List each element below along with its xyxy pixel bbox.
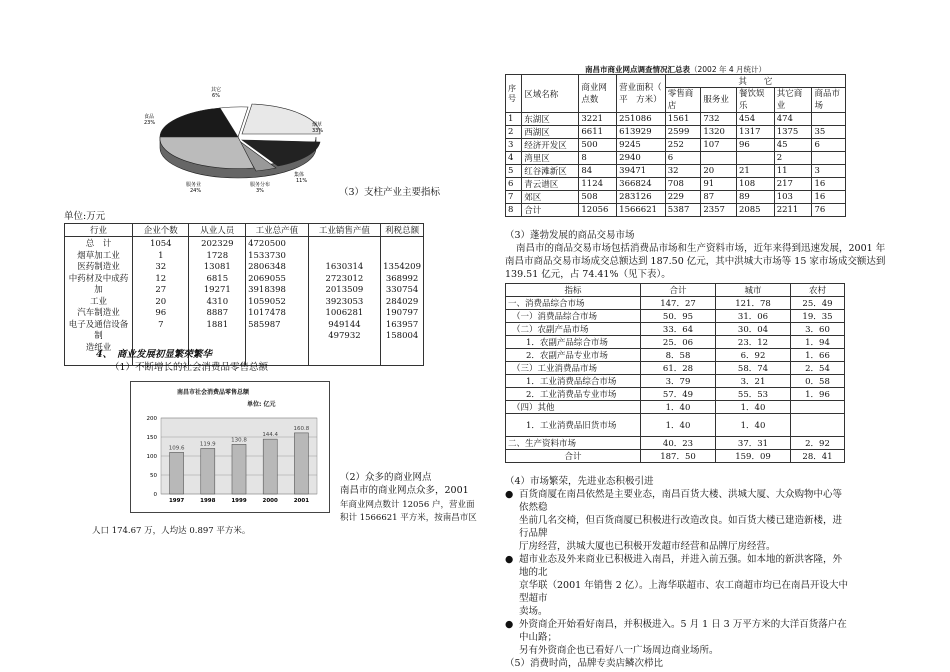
table-cell: 4: [506, 152, 522, 165]
industry-staff: [189, 237, 246, 366]
table-cell: 107: [701, 139, 737, 152]
table-row: [506, 336, 845, 349]
survey-title-text: 南昌市商业网点调查情况汇总表: [585, 65, 690, 74]
table-header: 其它商业: [774, 88, 812, 113]
table-cell: 9245: [617, 139, 666, 152]
table-cell: 1: [158, 250, 164, 261]
table-cell: 1533730: [248, 250, 286, 261]
table-cell: 2．54: [791, 362, 845, 375]
x-tick-label: 1998: [200, 498, 216, 504]
table-cell: 5387: [665, 204, 701, 217]
table-cell: 58．74: [716, 362, 791, 375]
table-cell: 16: [812, 191, 846, 204]
table-row: [506, 310, 845, 323]
table-cell: 郊区: [522, 191, 579, 204]
bullet-text: 百货商厦在南昌依然是主要业态，南昌百货大楼、洪城大厦、大众购物中心等依然稳: [519, 489, 843, 513]
table-cell: 3923053: [325, 296, 364, 307]
table-header: 工业总产值: [246, 224, 309, 237]
table-cell: 5: [506, 165, 522, 178]
table-cell: 19271: [203, 285, 231, 295]
y-tick-label: 0: [153, 492, 157, 498]
table-cell: 2599: [665, 126, 701, 139]
table-cell: 87: [701, 191, 737, 204]
table-cell: 3918398: [248, 285, 286, 295]
table-cell: 1．工业消费品旧货市场: [506, 414, 641, 437]
market-line1: 南昌市的商品交易市场包括消费品市场和生产资料市场，近年来得到迅速发展，2001 年: [516, 243, 886, 254]
table-cell: （四）其他: [506, 401, 641, 414]
market-table: [505, 283, 845, 463]
table-cell: 45: [774, 139, 812, 152]
table-row: [506, 113, 846, 126]
industry-output: [246, 237, 309, 366]
bullet-text: 超市业态及外来商业已积极进入南昌，并进入前五强。如本地的新洪客隆，外地的北: [519, 554, 843, 578]
table-cell: 1124: [579, 178, 617, 191]
bar: [294, 433, 308, 494]
list-item: [505, 618, 850, 657]
table-cell: [701, 152, 737, 165]
bullets-heading: （4）市场繁荣，先进业态积极引进: [505, 476, 654, 487]
table-cell: [812, 152, 846, 165]
table-cell: 366824: [617, 178, 666, 191]
table-cell: 6: [812, 139, 846, 152]
y-tick-label: 50: [150, 473, 157, 479]
chart-title: 南昌市社会消费品零售总额: [177, 389, 250, 396]
table-cell: 1．40: [716, 401, 791, 414]
industry-sales: [308, 237, 380, 366]
pie-label: 11%: [296, 178, 308, 184]
table-cell: 147．27: [641, 297, 716, 310]
x-tick-label: 2000: [262, 498, 278, 504]
table-cell: （二）农副产品市场: [506, 323, 641, 336]
table-header: 利税总额: [381, 224, 424, 237]
table-cell: 187．50: [641, 450, 716, 463]
table-cell: 28．41: [791, 450, 845, 463]
table-cell: 474: [774, 113, 812, 126]
table-cell: 39471: [617, 165, 666, 178]
table-cell: 11: [774, 165, 812, 178]
table-cell: 57．49: [641, 388, 716, 401]
table-cell: 烟草加工业: [77, 250, 120, 261]
table-cell: 20: [155, 296, 167, 307]
bar-value-label: 130.8: [231, 437, 247, 444]
bar-value-label: 119.9: [199, 441, 216, 448]
industry-table: [64, 223, 424, 366]
table-cell: 医药制造业: [77, 262, 120, 272]
table-cell: 汽车制造业: [77, 308, 120, 318]
table-header: 工业销售产值: [308, 224, 380, 237]
table-cell: 1317: [736, 126, 774, 139]
chart-unit: 单位: 亿元: [247, 401, 276, 408]
section4-sub1: （1）不断增长的社会消费品零售总额: [110, 362, 269, 373]
table-cell: 163957: [385, 319, 419, 330]
x-tick-label: 1999: [231, 498, 247, 504]
table-cell: 湾里区: [522, 152, 579, 165]
table-cell: 6: [665, 152, 701, 165]
table-header: 合计: [641, 284, 716, 297]
table-header: 指标: [506, 284, 641, 297]
table-cell: 25．49: [791, 297, 845, 310]
table-cell: 12056: [579, 204, 617, 217]
list-item: [505, 488, 850, 553]
table-cell: 708: [665, 178, 701, 191]
table-row: [506, 437, 845, 450]
table-cell: 1: [506, 113, 522, 126]
table-row: [506, 401, 845, 414]
table-cell: 6．92: [716, 349, 791, 362]
table-cell: 1．40: [641, 401, 716, 414]
bar-value-label: 144.4: [262, 432, 279, 439]
table-cell: 2806348: [248, 262, 286, 272]
table-cell: 190797: [385, 308, 419, 318]
table-header: 其 它: [665, 75, 845, 88]
pie-label: 服务分布: [250, 182, 271, 188]
table-cell: 32: [155, 262, 167, 272]
table-row: [506, 414, 845, 437]
table-row: [506, 178, 846, 191]
table-cell: 91: [701, 178, 737, 191]
table-cell: 252: [665, 139, 701, 152]
table-cell: [736, 152, 774, 165]
table-cell: 东湖区: [522, 113, 579, 126]
table-cell: 7: [506, 191, 522, 204]
table-cell: 30．04: [716, 323, 791, 336]
table-cell: 3．79: [641, 375, 716, 388]
table-cell: [791, 401, 845, 414]
table-cell: 251086: [617, 113, 666, 126]
bar-value-label: 160.8: [293, 425, 310, 432]
bullet-text: 外资商企开始看好南昌，并积极进入。5 月 1 日 3 万平方米的大洋百货落户在中山路；: [519, 619, 847, 643]
outlets-line1: 南昌市的商业网点众多，2001: [340, 485, 469, 496]
table-cell: 20: [701, 165, 737, 178]
table-cell: 121．78: [716, 297, 791, 310]
table-cell: 8: [579, 152, 617, 165]
table-cell: 2013509: [325, 285, 364, 295]
list-item: [505, 553, 850, 618]
table-cell: 284029: [385, 296, 419, 307]
table-cell: 1630314: [325, 262, 364, 272]
table-cell: 2．农副产品专业市场: [506, 349, 641, 362]
table-cell: 23．12: [716, 336, 791, 349]
section4-heading: 4、 商业发展初显繁荣繁华: [96, 349, 212, 360]
industry-names: [65, 237, 133, 366]
table-cell: 6815: [206, 273, 229, 284]
table-cell: 35: [812, 126, 846, 139]
table-cell: 1566621: [617, 204, 666, 217]
table-cell: 1．40: [641, 414, 716, 437]
table-cell: 497932: [328, 331, 361, 341]
bar: [232, 444, 246, 494]
table-cell: 202329: [201, 239, 234, 249]
table-cell: 经济开发区: [522, 139, 579, 152]
table-row: [506, 297, 845, 310]
pie-label: 3%: [256, 188, 264, 192]
table-cell: [791, 414, 845, 437]
pie-label: 服务业: [186, 182, 202, 188]
table-cell: 8887: [206, 308, 229, 318]
market-heading: （3）蓬勃发展的商品交易市场: [505, 230, 635, 241]
table-cell: 1354209: [383, 262, 421, 272]
table-header: 农村: [791, 284, 845, 297]
table-cell: 84: [579, 165, 617, 178]
table-cell: 2: [774, 152, 812, 165]
table-cell: 27: [155, 285, 167, 295]
table-cell: 电子及通信设备制: [68, 319, 129, 341]
table-cell: 61．28: [641, 362, 716, 375]
table-cell: 25．06: [641, 336, 716, 349]
table-cell: 2357: [701, 204, 737, 217]
unit-label: 单位:万元: [64, 211, 106, 222]
table-cell: 585987: [248, 319, 281, 330]
bullet-icon: ●: [505, 489, 514, 500]
table-cell: 0．58: [791, 375, 845, 388]
y-tick-label: 150: [146, 435, 157, 441]
table-cell: 13081: [203, 262, 231, 272]
table-cell: （一）消费品综合市场: [506, 310, 641, 323]
table-cell: 红谷滩新区: [522, 165, 579, 178]
table-cell: 一、消费品综合市场: [506, 297, 641, 310]
table-cell: 1320: [701, 126, 737, 139]
table-cell: 1．94: [791, 336, 845, 349]
table-cell: 4720500: [248, 239, 286, 249]
table-cell: 2940: [617, 152, 666, 165]
market-line3: 139.51 亿元，占 74.41%（见下表）。: [505, 269, 671, 280]
table-cell: 19．35: [791, 310, 845, 323]
market-line2: 南昌市商品交易市场成交总额达到 187.50 亿元，其中洪城大市场等 15 家市场成交额达到: [505, 256, 886, 267]
table-cell: 工业: [90, 296, 108, 307]
table-cell: 16: [812, 178, 846, 191]
pie-label: 6%: [212, 93, 220, 99]
table-cell: 2: [506, 126, 522, 139]
bullet-text: 卖场。: [519, 606, 548, 617]
table-cell: 青云谱区: [522, 178, 579, 191]
table-cell: 西湖区: [522, 126, 579, 139]
table-header: 企业个数: [133, 224, 189, 237]
table-cell: 造纸业: [85, 342, 112, 353]
pie-label: 33%: [312, 128, 324, 134]
table-cell: 2069055: [248, 273, 286, 284]
table-cell: 949144: [328, 319, 361, 330]
table-cell: 3．60: [791, 323, 845, 336]
table-cell: [812, 113, 846, 126]
table-cell: 1728: [206, 250, 229, 261]
table-cell: 8: [506, 204, 522, 217]
pie-label: 烟草: [312, 122, 323, 128]
outlets-line3: 积计 1566621 平方米，按南昌市区: [340, 513, 477, 523]
retail-bar-chart: [131, 382, 329, 512]
survey-title-note: （2002 年 4 月统计）: [690, 65, 767, 74]
table-cell: 3: [812, 165, 846, 178]
table-row: [506, 375, 845, 388]
bullet-text: 另有外资商企也已看好八一广场周边商业场所。: [519, 645, 719, 656]
x-tick-label: 1997: [168, 498, 185, 504]
table-cell: 2211: [774, 204, 812, 217]
table-cell: 368992: [385, 273, 419, 284]
table-cell: 1．96: [791, 388, 845, 401]
table-cell: 1054: [149, 239, 172, 249]
table-row: [506, 362, 845, 375]
industry-pie-chart: [138, 82, 338, 192]
y-tick-label: 100: [146, 454, 157, 460]
pie-label: 24%: [190, 188, 202, 192]
pie-label: 集体: [294, 172, 305, 178]
table-header: 营业面积（ 平 方米）: [617, 75, 666, 113]
table-cell: 21: [736, 165, 774, 178]
bullet-icon: ●: [505, 619, 514, 630]
table-cell: 96: [736, 139, 774, 152]
table-cell: 96: [155, 308, 167, 318]
x-tick-label: 2001: [293, 498, 310, 504]
table-header: 行业: [65, 224, 133, 237]
table-row: [506, 126, 846, 139]
table-header: 从业人员: [189, 224, 246, 237]
table-cell: 732: [701, 113, 737, 126]
table-cell: 32: [665, 165, 701, 178]
table-cell: 1561: [665, 113, 701, 126]
bullet-text: 厅房经营，洪城大厦也已积极开发超市经营和品牌厅房经营。: [519, 541, 776, 552]
table-cell: 1059052: [248, 296, 286, 307]
table-header: 零售商店: [665, 88, 701, 113]
bar: [263, 439, 277, 494]
bullets-last: （5）消费时尚，品牌专卖店鳞次栉比: [505, 658, 664, 669]
table-cell: 158004: [385, 331, 419, 341]
table-header: 商业网点数: [579, 75, 617, 113]
table-cell: 330754: [385, 285, 419, 295]
bullets-block: [505, 475, 850, 670]
pie-label: 23%: [144, 120, 156, 126]
table-cell: 二、生产资料市场: [506, 437, 641, 450]
table-cell: 4310: [206, 296, 229, 307]
table-cell: 8．58: [641, 349, 716, 362]
table-cell: 中药材及中成药加: [68, 273, 129, 295]
y-tick-label: 200: [146, 416, 157, 422]
bar: [170, 452, 184, 494]
industry-tax: [381, 237, 424, 366]
table-cell: 229: [665, 191, 701, 204]
table-cell: （三）工业消费品市场: [506, 362, 641, 375]
table-cell: 2723012: [325, 273, 364, 284]
bar: [201, 448, 215, 494]
table-cell: 613929: [617, 126, 666, 139]
bar-value-label: 109.6: [168, 445, 185, 452]
retail-chart-frame: [130, 381, 330, 513]
outlets-heading: （2）众多的商业网点: [340, 472, 432, 483]
pie-label: 食品: [144, 114, 155, 120]
table-cell: 283126: [617, 191, 666, 204]
table-header: 城市: [716, 284, 791, 297]
table-cell: 31．06: [716, 310, 791, 323]
table-cell: 2085: [736, 204, 774, 217]
pie-label: 其它: [210, 87, 222, 93]
table-cell: 1006281: [325, 308, 364, 318]
table-cell: 33．64: [641, 323, 716, 336]
table-cell: 50．95: [641, 310, 716, 323]
table-header: 序号: [506, 75, 522, 113]
pie-slice-tobacco: [242, 104, 323, 134]
table-cell: 3221: [579, 113, 617, 126]
table-cell: 103: [774, 191, 812, 204]
table-cell: 合计: [506, 450, 641, 463]
table-cell: 76: [812, 204, 846, 217]
table-cell: 454: [736, 113, 774, 126]
table-cell: 3．21: [716, 375, 791, 388]
table-row: [506, 388, 845, 401]
table-cell: 55．53: [716, 388, 791, 401]
table-row: [506, 139, 846, 152]
bullet-icon: ●: [505, 554, 514, 565]
table-cell: 合计: [522, 204, 579, 217]
table-cell: 总 计: [85, 239, 112, 249]
industry-counts: [133, 237, 189, 366]
table-cell: 159．09: [716, 450, 791, 463]
table-cell: 508: [579, 191, 617, 204]
table-row: [506, 450, 845, 463]
table-cell: 1．工业消费品综合市场: [506, 375, 641, 388]
table-cell: 1．农副产品综合市场: [506, 336, 641, 349]
table-cell: 3: [506, 139, 522, 152]
table-cell: 37．31: [716, 437, 791, 450]
table-header: 商品市场: [812, 88, 846, 113]
table-cell: 40．23: [641, 437, 716, 450]
survey-table: [505, 74, 846, 217]
table-cell: 2．92: [791, 437, 845, 450]
table-row: [506, 323, 845, 336]
table-header: 服务业: [701, 88, 737, 113]
table-cell: 217: [774, 178, 812, 191]
table-cell: 1881: [206, 319, 229, 330]
table-row: [506, 204, 846, 217]
table-cell: 500: [579, 139, 617, 152]
table-header: 餐饮娱乐: [736, 88, 774, 113]
outlets-line4: 人口 174.67 万，人均达 0.897 平方米。: [92, 526, 251, 536]
table-cell: 2．工业消费品专业市场: [506, 388, 641, 401]
table-cell: 1375: [774, 126, 812, 139]
table-cell: 1．40: [716, 414, 791, 437]
table-cell: 108: [736, 178, 774, 191]
table-cell: 6611: [579, 126, 617, 139]
table-cell: 89: [736, 191, 774, 204]
table-cell: 6: [506, 178, 522, 191]
table-row: [506, 191, 846, 204]
bullet-text: 京华联（2001 年销售 2 亿）。上海华联超市、农工商超市均已在南昌开设大中型超市: [519, 580, 849, 604]
table-cell: 12: [155, 273, 167, 284]
table-row: [506, 349, 845, 362]
bullet-text: 坐前几名交椅，但百货商厦已积极进行改造改良。如百货大楼已建造新楼，进行品牌: [519, 515, 843, 539]
pillar-caption: （3）支柱产业主要指标: [339, 187, 441, 198]
table-cell: 1017478: [248, 308, 286, 318]
table-header: 区域名称: [522, 75, 579, 113]
table-row: [506, 152, 846, 165]
table-cell: 7: [158, 319, 164, 330]
outlets-line2: 年商业网点数计 12056 户，营业面: [340, 500, 475, 510]
table-row: [506, 165, 846, 178]
table-cell: 1．66: [791, 349, 845, 362]
